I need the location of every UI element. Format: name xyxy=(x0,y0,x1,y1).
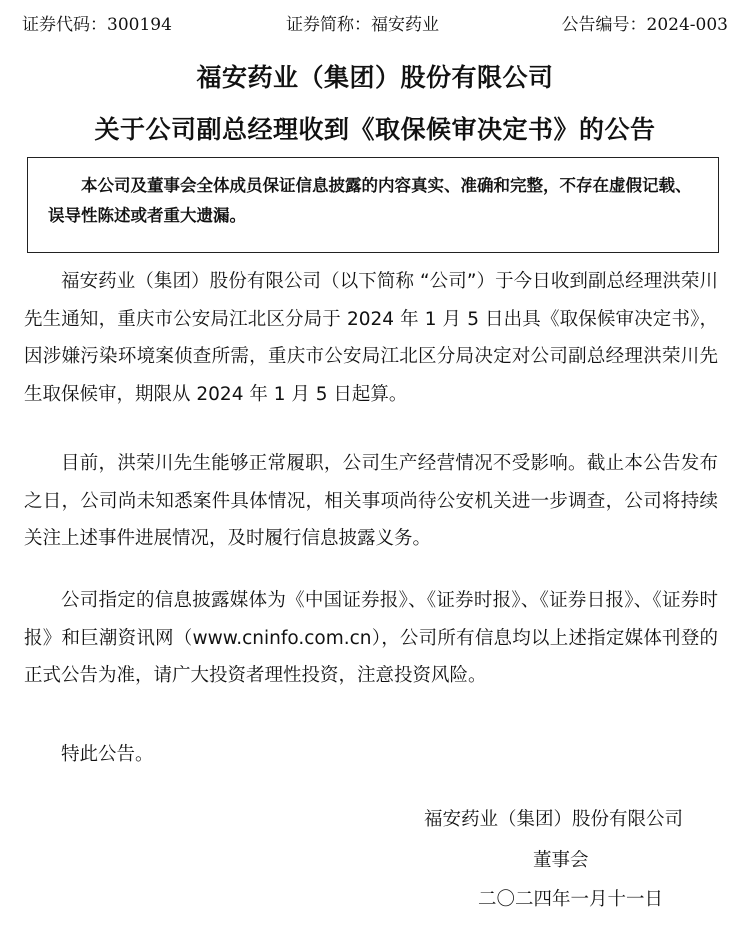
disclaimer-box xyxy=(27,157,719,253)
body-paragraph-3: 公司指定的信息披露媒体为《中国证券报》、《证券时报》、《证券日报》、《证券时报》和巨潮资讯网（www.cninfo.com.cn），公司所有信息均以上述指定媒体刊登的正式公告为准，请广大投资者理性投资，注意投资风险。 xyxy=(24,590,718,686)
body-paragraph-1: 福安药业（集团）股份有限公司（以下简称 “公司”）于今日收到副总经理洪荣川先生通知，重庆市公安局江北区分局于 2024 年 1 月 5 日出具《取保候审决定书》，因涉嫌污染环境案侦查所需，重庆市公安局江北区分局决定对公司副总经理洪荣川先生取保候审，期限从 2024 年 1 月 5 日起算。 xyxy=(24,271,718,405)
security-short-name: 证券简称：福安药业 xyxy=(286,15,439,35)
document-header xyxy=(22,8,728,36)
body-paragraph-2: 目前，洪荣川先生能够正常履职，公司生产经营情况不受影响。截止本公告发布之日，公司尚未知悉案件具体情况，相关事项尚待公安机关进一步调查，公司将持续关注上述事件进展情况，及时履行信息披露义务。 xyxy=(24,453,718,549)
signature-date: 二〇二四年一月十一日 xyxy=(478,889,664,910)
signature-board: 董事会 xyxy=(533,850,589,871)
disclaimer-text: 本公司及董事会全体成员保证信息披露的内容真实、准确和完整，不存在虚假记载、误导性陈述或者重大遗漏。 xyxy=(48,176,692,225)
signature-company: 福安药业（集团）股份有限公司 xyxy=(424,809,684,830)
announcement-number: 公告编号：2024-003 xyxy=(561,15,728,35)
closing-statement: 特此公告。 xyxy=(61,744,154,765)
announcement-title: 关于公司副总经理收到《取保候审决定书》的公告 xyxy=(94,115,656,144)
security-code: 证券代码：300194 xyxy=(22,15,172,35)
company-title: 福安药业（集团）股份有限公司 xyxy=(196,63,554,92)
